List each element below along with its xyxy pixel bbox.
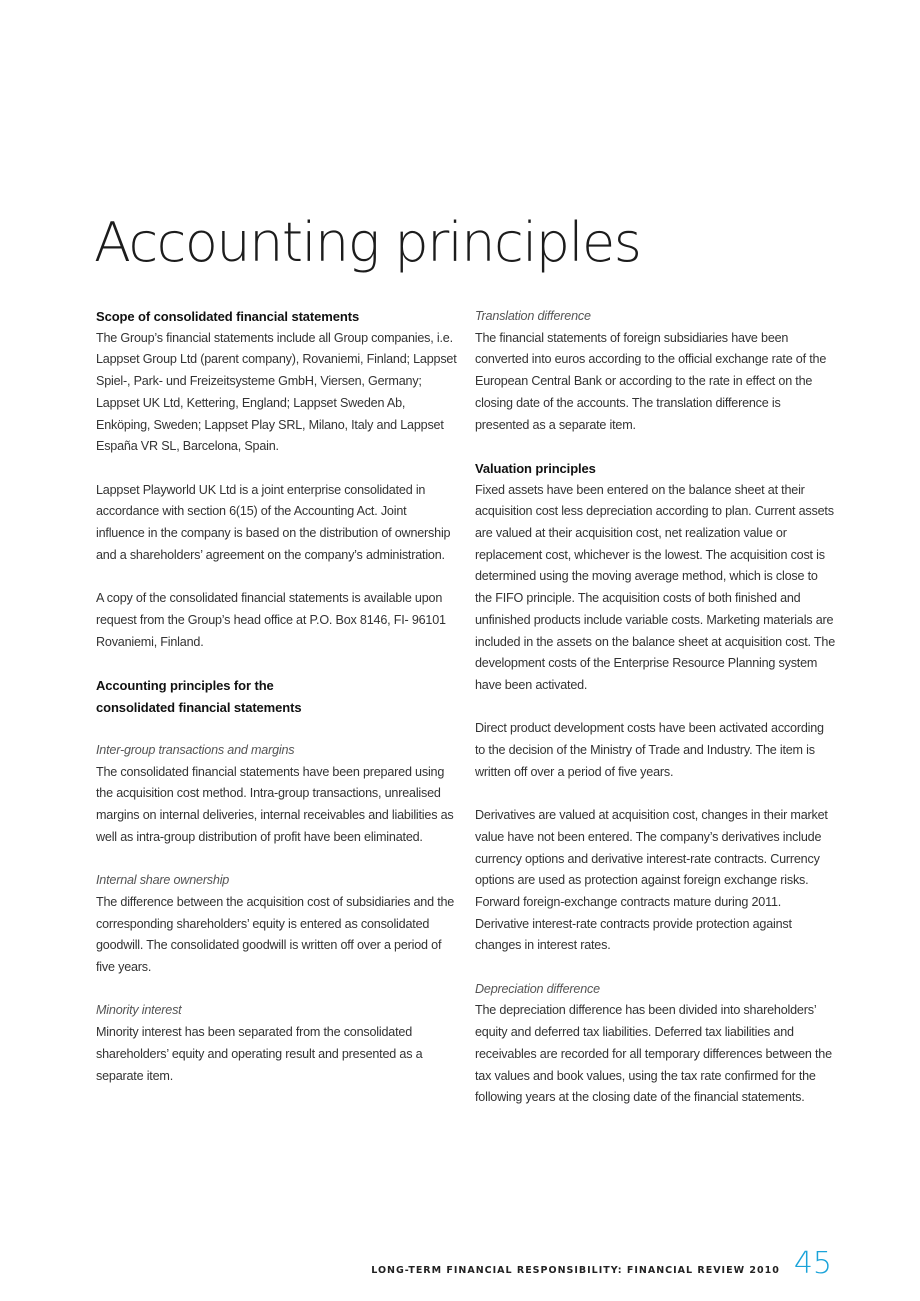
internal-share-subheading: Internal share ownership (96, 873, 230, 888)
depreciation-text: The depreciation difference has been divided into shareholders’ equity and deferred tax liabilities. Deferred tax liabilities and receivables are recorded for all temporary differences between the tax values and book values, using the tax rate confirmed for the following years at the closing date of the financial statements. (475, 1003, 832, 1105)
translation-subheading: Translation difference (475, 309, 591, 323)
scope-heading: Scope of consolidated financial statements (96, 309, 360, 324)
page-number: 45 (793, 1246, 832, 1281)
valuation-paragraph-2: Direct product development costs have been activated according to the decision of the Ministry of Trade and Industry. The item is written off over a period of five years. (475, 721, 824, 779)
valuation-paragraph-3: Derivatives are valued at acquisition cost, changes in their market value have not been entered. The company’s derivatives include currency options and derivative interest-rate contracts. Currency options are used as protection against foreign exchange risks. Forward foreign-exchange contracts mature during 2011. Derivative interest-rate contracts provide protection against changes in interest rates. (475, 808, 828, 953)
scope-paragraph-1: The Group’s financial statements include all Group companies, i.e. Lappset Group Ltd (parent company), Rovaniemi, Finland; Lappset Spiel-, Park- und Freizeitsysteme GmbH, Viersen, Germany; Lappset UK Ltd, Kettering, England; Lappset Sweden Ab, Enköping, Sweden; Lappset Play SRL, Milano, Italy and Lappset España VR SL, Barcelona, Spain. (96, 330, 457, 454)
page-footer (371, 1246, 832, 1281)
internal-share-text: The difference between the acquisition cost of subsidiaries and the corresponding shareholders’ equity is entered as consolidated goodwill. The consolidated goodwill is written off over a period of five years. (96, 894, 455, 975)
intergroup-text: The consolidated financial statements have been prepared using the acquisition cost method. Intra-group transactions, unrealised margins on internal deliveries, internal receivables and liabilities as well as intra-group distribution of profit have been eliminated. (96, 764, 454, 844)
translation-text: The financial statements of foreign subsidiaries have been converted into euros according to the official exchange rate of the European Central Bank or according to the rate in effect on the closing date of the accounts. The translation difference is presented as a separate item. (475, 330, 827, 432)
valuation-paragraph-1: Fixed assets have been entered on the balance sheet at their acquisition cost less depreciation according to plan. Current assets are valued at their acquisition cost, net realization value or replacement cost, whichever is the lowest. The acquisition cost is determined using the moving average method, which is close to the FIFO principle. The acquisition costs of both finished and unfinished products include variable costs. Marketing materials are included in the assets on the balance sheet at acquisition cost. The development costs of the Enterprise Resource Planning system have been activated. (475, 482, 836, 692)
left-column (96, 306, 458, 1087)
page-title: Accounting principles (94, 211, 641, 274)
minority-text: Minority interest has been separated from the consolidated shareholders’ equity and operating result and presented as a separate item. (96, 1025, 423, 1083)
depreciation-subheading: Depreciation difference (475, 981, 600, 996)
valuation-heading: Valuation principles (475, 460, 596, 476)
right-column (475, 306, 837, 1109)
minority-subheading: Minority interest (96, 1003, 182, 1018)
scope-paragraph-2: Lappset Playworld UK Ltd is a joint enterprise consolidated in accordance with section 6(15) of the Accounting Act. Joint influence in the company is based on the distribution of ownership and a shareholders’ agreement on the company’s administration. (96, 482, 451, 562)
principles-heading-line-2: consolidated financial statements (96, 699, 302, 715)
intergroup-subheading: Inter-group transactions and margins (96, 743, 295, 757)
footer-section-title: LONG-TERM FINANCIAL RESPONSIBILITY: FINANCIAL REVIEW 2010 (371, 1265, 780, 1276)
principles-heading-line-1: Accounting principles for the (96, 677, 274, 693)
scope-paragraph-3: A copy of the consolidated financial statements is available upon request from the Group’s head office at P.O. Box 8146, FI- 96101 Rovaniemi, Finland. (96, 591, 446, 649)
